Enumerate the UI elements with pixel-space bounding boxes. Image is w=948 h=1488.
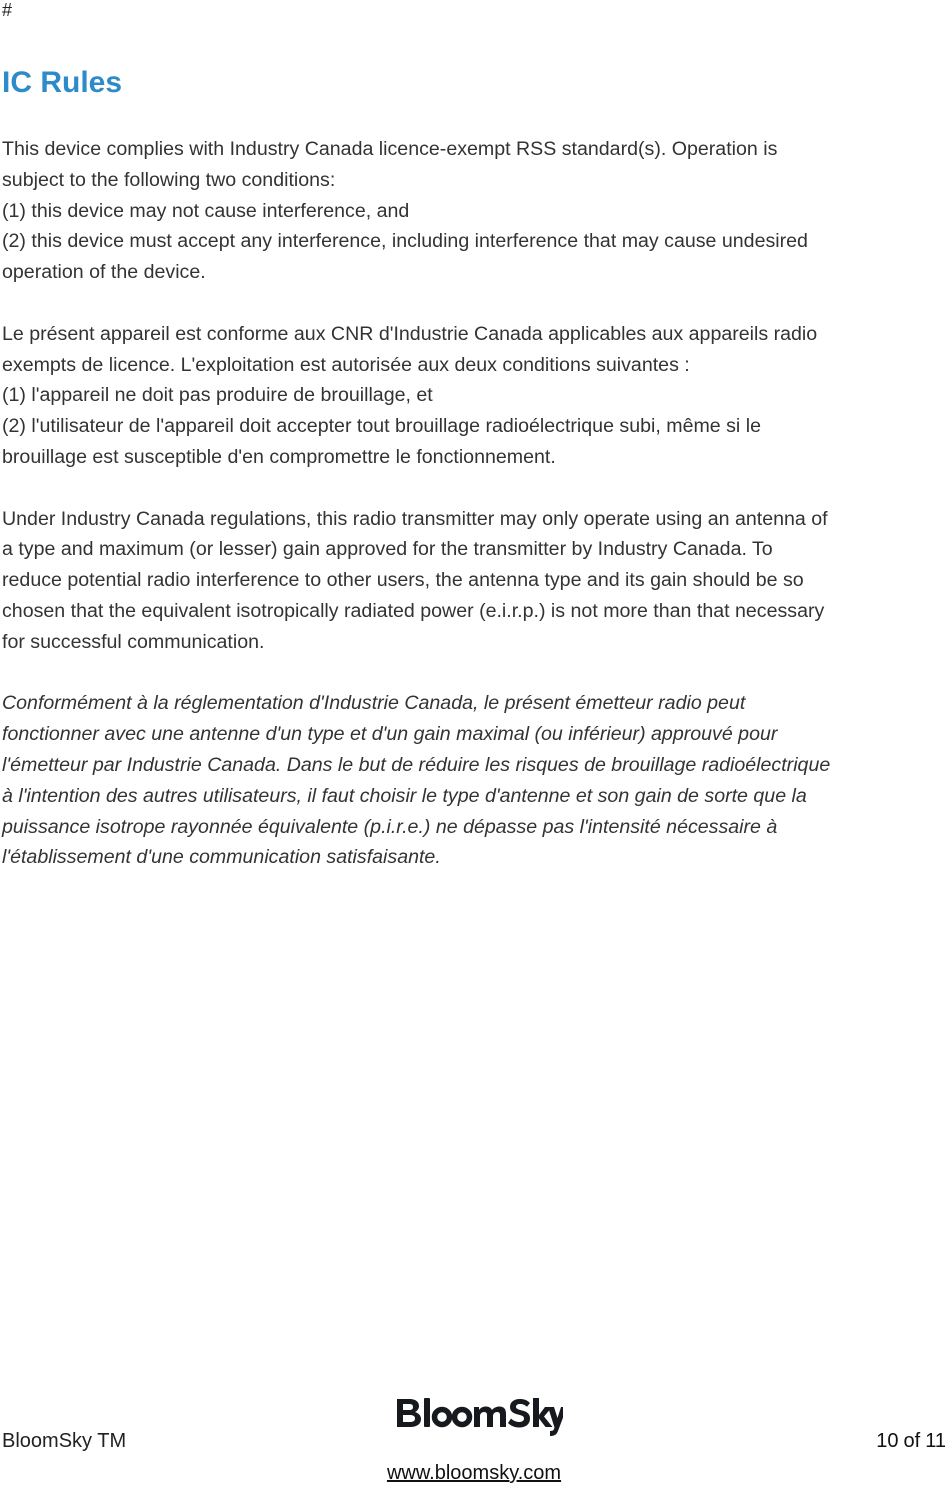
text-line: reduce potential radio interference to other users, the antenna type and its gain should be so — [2, 569, 804, 592]
paragraph-ic-french-conditions — [2, 319, 946, 473]
footer-page-number — [876, 1430, 946, 1453]
logo-letter-o — [435, 1410, 450, 1425]
bloomsky-logo — [393, 1393, 563, 1443]
logo-letter-b — [397, 1399, 421, 1427]
header-hash: # — [2, 0, 13, 20]
logo-letter-s — [508, 1399, 530, 1428]
paragraph-ic-english-antenna — [2, 504, 946, 658]
text-line: chosen that the equivalent isotropically radiated power (e.i.r.p.) is not more than that necessary — [2, 599, 825, 622]
text-line: (2) l'utilisateur de l'appareil doit accepter tout brouillage radioélectrique subi, même si le — [2, 415, 761, 438]
section-body — [2, 134, 946, 904]
text-line: Le présent appareil est conforme aux CNR d'Industrie Canada applicables aux appareils radio — [2, 322, 818, 345]
text-line: a type and maximum (or lesser) gain approved for the transmitter by Industry Canada. To — [2, 538, 773, 561]
logo-letter-y — [548, 1407, 563, 1436]
text-line: subject to the following two conditions: — [2, 168, 336, 191]
paragraph-ic-french-antenna — [2, 688, 946, 873]
page-total: 11 — [925, 1430, 946, 1452]
text-line: puissance isotrope rayonnée équivalente (p.i.r.e.) ne dépasse pas l'intensité nécessaire à — [2, 815, 778, 838]
text-line: brouillage est susceptible d'en compromettre le fonctionnement. — [2, 445, 556, 468]
page-separator: of — [903, 1430, 921, 1452]
text-line: fonctionner avec une antenne d'un type et d'un gain maximal (ou inférieur) approuvé pour — [2, 723, 778, 746]
paragraph-ic-english-conditions — [2, 134, 946, 288]
text-line: (1) this device may not cause interference, and — [2, 199, 410, 222]
text-line: Conformément à la réglementation d'Industrie Canada, le présent émetteur radio peut — [2, 692, 746, 715]
text-line: à l'intention des autres utilisateurs, il faut choisir le type d'antenne et son gain de sorte que la — [2, 784, 807, 807]
logo-letter-k — [533, 1398, 553, 1427]
text-line: (2) this device must accept any interference, including interference that may cause undesired — [2, 230, 808, 253]
text-line: (1) l'appareil ne doit pas produire de brouillage, et — [2, 384, 433, 407]
text-line: l'établissement d'une communication satisfaisante. — [2, 846, 441, 869]
logo-letter-l — [424, 1398, 430, 1427]
text-line: This device complies with Industry Canada licence-exempt RSS standard(s). Operation is — [2, 138, 778, 160]
website-link[interactable]: www.bloomsky.com — [386, 1462, 562, 1484]
text-line: Under Industry Canada regulations, this radio transmitter may only operate using an antenna of — [2, 507, 828, 530]
text-line: l'émetteur par Industrie Canada. Dans le but de réduire les risques de brouillage radioélectrique — [2, 753, 831, 776]
footer-url-container — [0, 1462, 948, 1485]
section-title: IC Rules — [2, 66, 123, 99]
footer-brand-label: BloomSky TM — [2, 1430, 127, 1452]
text-line: exempts de licence. L'exploitation est autorisée aux deux conditions suivantes : — [2, 353, 690, 376]
text-line: operation of the device. — [2, 261, 206, 284]
logo-letter-m — [474, 1407, 506, 1428]
page-current: 10 — [876, 1430, 899, 1452]
text-line: for successful communication. — [2, 630, 265, 653]
logo-letter-o — [455, 1410, 470, 1425]
